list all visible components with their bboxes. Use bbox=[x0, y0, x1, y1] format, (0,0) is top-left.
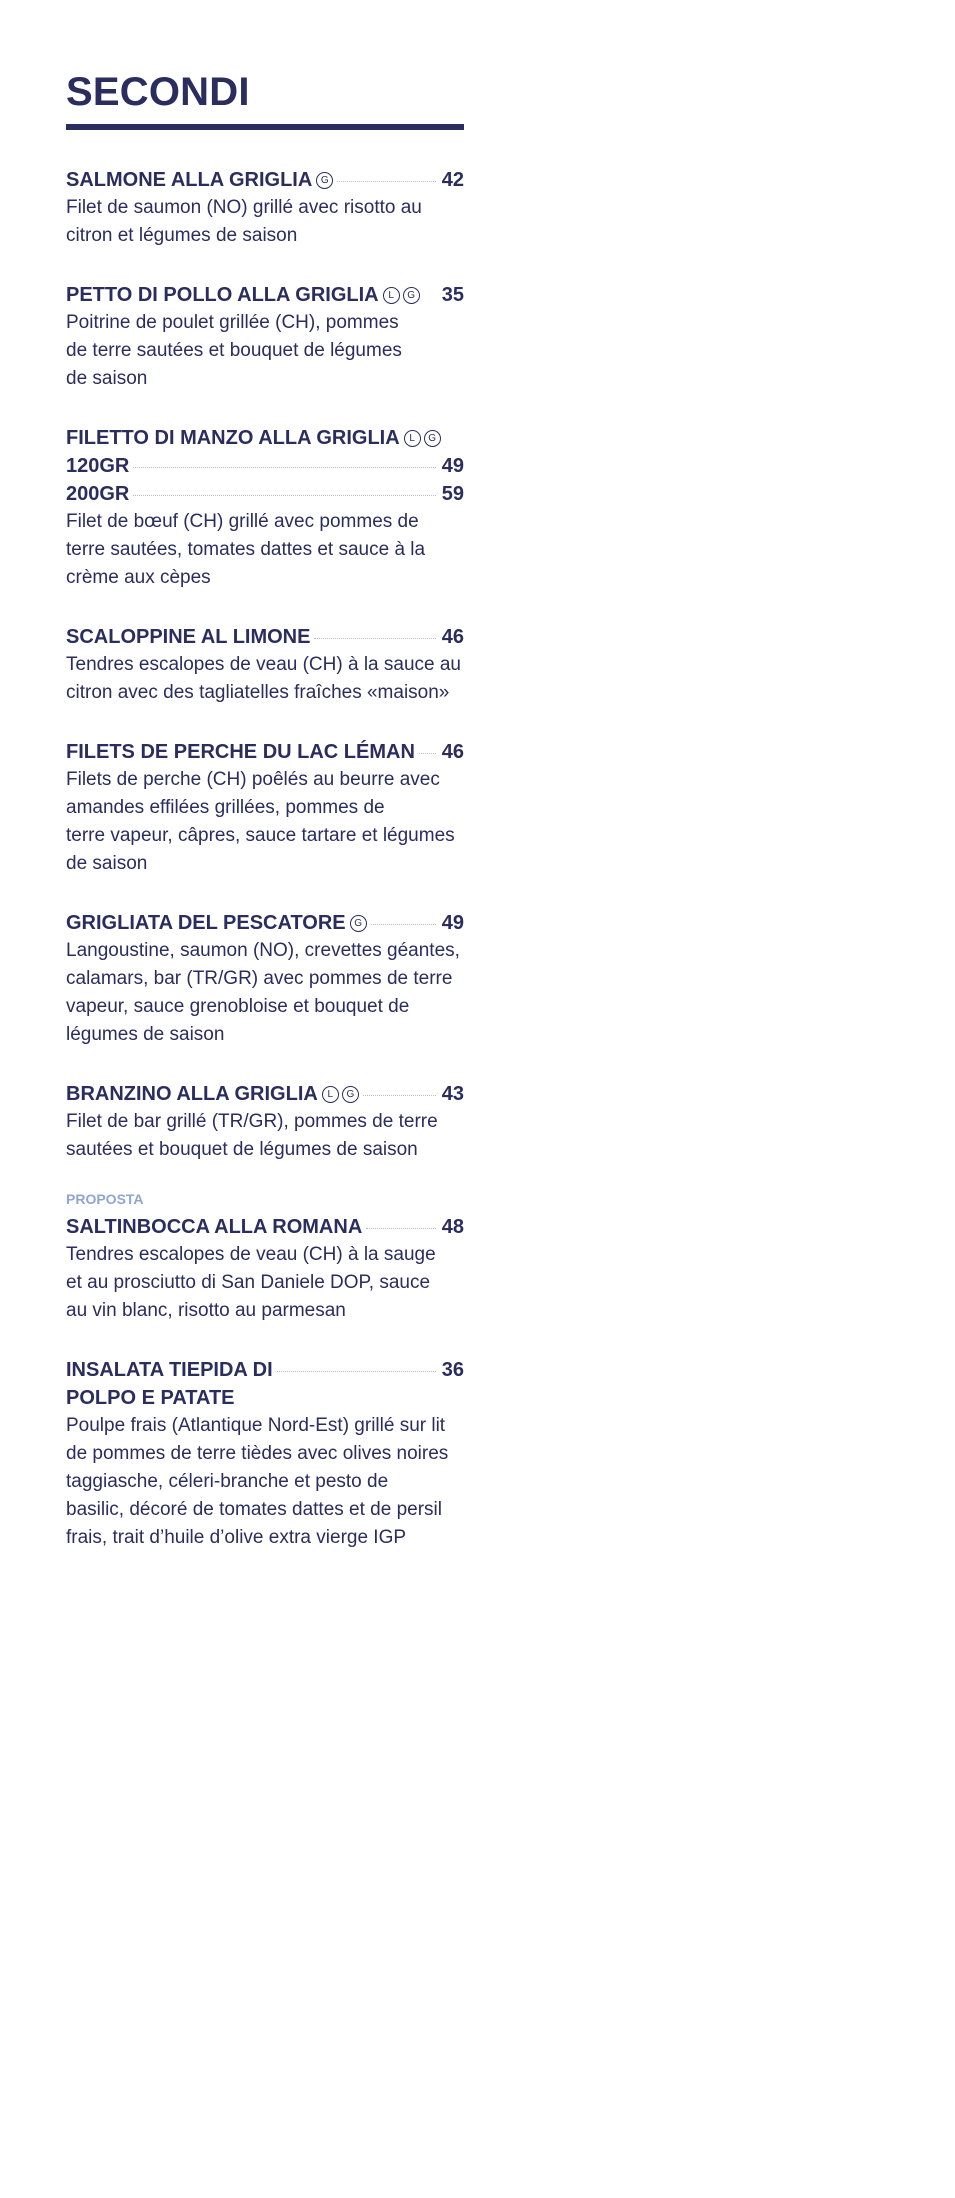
option-price: 59 bbox=[441, 483, 464, 505]
gluten-free-icon: G bbox=[403, 287, 420, 304]
menu-item-price: 49 bbox=[441, 912, 464, 934]
menu-item-name: FILETS DE PERCHE DU LAC LÉMAN bbox=[66, 741, 415, 763]
option-price: 49 bbox=[441, 455, 464, 477]
menu-item bbox=[66, 166, 464, 250]
menu-item-header bbox=[66, 1356, 464, 1384]
menu-item-price: 43 bbox=[441, 1083, 464, 1105]
menu-item-name: PETTO DI POLLO ALLA GRIGLIA L G bbox=[66, 281, 420, 309]
menu-item-name: INSALATA TIEPIDA DI bbox=[66, 1359, 273, 1381]
menu-item-description: Filet de saumon (NO) grillé avec risotto au citron et légumes de saison bbox=[66, 197, 422, 246]
gluten-free-icon: G bbox=[316, 172, 333, 189]
menu-item-header bbox=[66, 1080, 464, 1108]
menu-item bbox=[66, 909, 464, 1049]
dot-leader bbox=[133, 495, 435, 496]
menu-item-header bbox=[66, 281, 464, 309]
menu-item-description: Filet de bar grillé (TR/GR), pommes de terre sautées et bouquet de légumes de saison bbox=[66, 1111, 438, 1160]
lactose-free-icon: L bbox=[404, 430, 421, 447]
menu-item-name: GRIGLIATA DEL PESCATORE G bbox=[66, 909, 367, 937]
dot-leader bbox=[371, 924, 436, 925]
dot-leader bbox=[314, 638, 435, 639]
menu-section bbox=[66, 68, 464, 1583]
menu-item bbox=[66, 1189, 464, 1325]
dot-leader bbox=[133, 467, 435, 468]
gluten-free-icon: G bbox=[350, 915, 367, 932]
menu-item bbox=[66, 281, 464, 393]
menu-item-name: SALMONE ALLA GRIGLIA G bbox=[66, 166, 333, 194]
dot-leader bbox=[366, 1228, 435, 1229]
menu-item-description: Filet de bœuf (CH) grillé avec pommes de terre sautées, tomates dattes et sauce à la crème aux cèpes bbox=[66, 511, 426, 588]
section-divider bbox=[66, 124, 464, 130]
menu-item-price: 35 bbox=[441, 284, 464, 306]
menu-item-price: 46 bbox=[441, 626, 464, 648]
option-size: 200GR bbox=[66, 483, 130, 505]
menu-item-header bbox=[66, 909, 464, 937]
menu-item-name-continued: POLPO E PATATE bbox=[66, 1387, 235, 1409]
menu-item-option bbox=[66, 480, 464, 508]
gluten-free-icon: G bbox=[424, 430, 441, 447]
menu-item-price: 36 bbox=[441, 1359, 464, 1381]
menu-item-description: Tendres escalopes de veau (CH) à la sauce au citron avec des tagliatelles fraîches «maison» bbox=[66, 654, 462, 703]
lactose-free-icon: L bbox=[383, 287, 400, 304]
lactose-free-icon: L bbox=[322, 1086, 339, 1103]
menu-item-name: BRANZINO ALLA GRIGLIA L G bbox=[66, 1080, 359, 1108]
menu-item-description: Tendres escalopes de veau (CH) à la sauge et au prosciutto di San Daniele DOP, sauce au vin blanc, risotto au parmesan bbox=[66, 1244, 436, 1321]
menu-item-description: Poulpe frais (Atlantique Nord-Est) grillé sur lit de pommes de terre tièdes avec olives noires taggiasche, céleri-branche et pesto de basilic, décoré de tomates dattes et de persil frais, trait d’huile d’olive extra vierge IGP bbox=[66, 1415, 449, 1548]
menu-item-header bbox=[66, 166, 464, 194]
menu-item-price: 48 bbox=[441, 1216, 464, 1238]
menu-item bbox=[66, 424, 464, 592]
menu-item bbox=[66, 738, 464, 878]
menu-item bbox=[66, 1080, 464, 1164]
menu-item-price: 42 bbox=[441, 169, 464, 191]
dot-leader bbox=[337, 181, 435, 182]
menu-item-name: FILETTO DI MANZO ALLA GRIGLIA L G bbox=[66, 424, 441, 452]
menu-item-description: Filets de perche (CH) poêlés au beurre avec amandes effilées grillées, pommes de terre vapeur, câpres, sauce tartare et légumes de saison bbox=[66, 769, 455, 874]
menu-item-description: Langoustine, saumon (NO), crevettes géantes, calamars, bar (TR/GR) avec pommes de terre vapeur, sauce grenobloise et bouquet de légumes de saison bbox=[66, 940, 460, 1045]
gluten-free-icon: G bbox=[342, 1086, 359, 1103]
option-size: 120GR bbox=[66, 455, 130, 477]
menu-item bbox=[66, 623, 464, 707]
menu-item-header bbox=[66, 424, 464, 452]
menu-item-description: Poitrine de poulet grillée (CH), pommes de terre sautées et bouquet de légumes de saison bbox=[66, 312, 402, 389]
dot-leader bbox=[363, 1095, 436, 1096]
section-title: SECONDI bbox=[66, 70, 250, 114]
dot-leader bbox=[277, 1371, 436, 1372]
proposta-label: PROPOSTA bbox=[66, 1191, 144, 1207]
menu-item bbox=[66, 1356, 464, 1552]
menu-item-header bbox=[66, 623, 464, 651]
menu-item-name: SCALOPPINE AL LIMONE bbox=[66, 626, 311, 648]
menu-item-name: SALTINBOCCA ALLA ROMANA bbox=[66, 1216, 363, 1238]
menu-item-option bbox=[66, 452, 464, 480]
menu-item-header bbox=[66, 738, 464, 766]
dot-leader bbox=[419, 753, 436, 754]
menu-item-price: 46 bbox=[441, 741, 464, 763]
menu-item-header bbox=[66, 1213, 464, 1241]
